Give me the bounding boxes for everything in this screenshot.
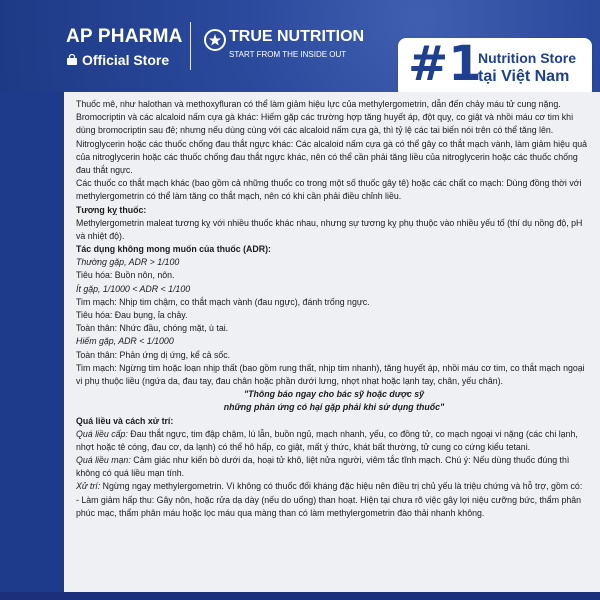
uncommon-item: Tim mạch: Nhịp tim chậm, co thắt mạch vành (đau ngực), đánh trống ngực. — [76, 296, 370, 307]
uncommon-item: Toàn thân: Nhức đầu, chóng mặt, ù tai. — [76, 323, 229, 334]
rare-label: Hiếm gặp, ADR < 1/1000 — [76, 336, 174, 347]
acute-text: Đau thắt ngực, tim đập chậm, lú lẫn, buồn ngủ, mạch nhanh, yếu, co đồng tử, co mạch ngoại vi nặng (các chi lạnh, nhợt hoặc tê cóng, đau cơ, da lạnh) có thể hô hấp, co giật, mất ý thức, khát bất thường, tử cung co cứng kiểu tetani. — [76, 428, 578, 452]
brand-title: AP PHARMA — [66, 26, 183, 47]
shopping-bag-icon — [66, 54, 78, 66]
treatment — [76, 480, 592, 493]
doc-line-bromocriptin: Bromocriptin và các alcaloid nấm cựa gà khác: Hiếm gặp các trường hợp tăng huyết áp, đột quỵ, co giật và nhồi máu cơ tim khi dùng bromocriptin sau đẻ; nhưng nếu dùng cùng với các alcaloid nấm cựa gà, thì tỷ lệ các tai biến nói trên có thể tăng lên. — [76, 112, 574, 136]
badge-line2: tại Việt Nam — [478, 68, 570, 85]
tn-star-icon — [203, 28, 227, 52]
interact-text: Methylergometrin maleat tương kỵ với nhiều thuốc khác nhau, nhưng sự tương kỵ phụ thuộc vào nhiều yếu tố (thí dụ nồng độ, pH và nhiệt độ). — [76, 217, 583, 241]
acute-overdose — [76, 428, 592, 454]
uncommon-item: Tiêu hóa: Đau bụng, ỉa chảy. — [76, 310, 188, 320]
common-item: Tiêu hóa: Buồn nôn, nôn. — [76, 270, 175, 281]
true-nutrition-logo[interactable] — [203, 28, 365, 70]
treatment-item: - Làm giảm hấp thu: Gây nôn, hoặc rửa dạ dày (nếu do uống) than hoạt. Hiện tại chưa rõ việc gây lợi niệu cưỡng bức, thẩm phân phúc mạc, thẩm phân máu hoặc lọc máu qua màng than có làm methylergometrin đào thải nhanh không. — [76, 494, 582, 518]
header-divider — [190, 22, 191, 70]
badge-number: #1 — [408, 36, 482, 92]
rare-item: Toàn thân: Phản ứng dị ứng, kể cả sốc. — [76, 349, 231, 360]
chronic-text: Cảm giác như kiến bò dưới da, hoại tử khô, liệt nửa người, viêm tắc tĩnh mạch. Chú ý: Nếu dùng thuốc đúng thì không có quá liều mạn tính. — [76, 455, 570, 479]
doc-line-anesthetics: Thuốc mê, như halothan và methoxyfluran có thể làm giảm hiệu lực của methylergometrin, dẫn đến chảy máu tử cung nặng. — [76, 99, 561, 109]
uncommon-label: Ít gặp, 1/1000 < ADR < 1/100 — [76, 283, 191, 294]
doc-line-nitroglycerin: Nitroglycerin hoặc các thuốc chống đau thắt ngực khác: Các alcaloid nấm cựa gà có thể gây co thắt mạch vành, làm giảm hiệu quả của nitroglycerin hoặc các thuốc chống đau thắt ngực khác, nên có thể cần phải tăng liều của nitroglycerin hoặc các thuốc chống đau thắt ngực. — [76, 138, 588, 175]
tn-title: TRUE NUTRITION — [229, 28, 365, 45]
adr-heading: Tác dụng không mong muốn của thuốc (ADR): — [76, 244, 271, 255]
rank-badge — [398, 38, 592, 98]
brand-subtitle: Official Store — [82, 52, 170, 68]
acute-label: Quá liều cấp: — [76, 428, 128, 439]
official-store-row — [66, 52, 183, 68]
bottom-strip — [0, 592, 600, 600]
interact-heading: Tương kỵ thuốc: — [76, 204, 147, 215]
doc-line-vasoconstrictors: Các thuốc co thắt mạch khác (bao gồm cả những thuốc co trong một số thuốc gây tê) hoặc các chất co mạch: Dùng đồng thời với methylergometrin có thể làm tăng co thắt mạch, nên có khi cần phải điều chỉnh liều. — [76, 178, 582, 202]
store-header — [0, 0, 600, 92]
overdose-heading: Quá liều và cách xử trí: — [76, 415, 174, 426]
notice-line-1: "Thông báo ngay cho bác sỹ hoặc dược sỹ — [243, 389, 425, 400]
chronic-overdose — [76, 454, 592, 480]
common-label: Thường gặp, ADR > 1/100 — [76, 257, 180, 268]
tn-tagline: START FROM THE INSIDE OUT — [229, 50, 347, 59]
rare-item: Tim mạch: Ngừng tim hoặc loạn nhịp thất (bao gồm rung thất, nhịp tim nhanh), tăng huyết áp, nhồi máu cơ tim, co thắt mạch ngoại vi phụ thuộc liều (ngứa da, đau tay, đau chân hoặc phần dưới lưng, nhợt nhạt hoặc lạnh tay, chân, yếu chân). — [76, 362, 585, 386]
chronic-label: Quá liều mạn: — [76, 455, 131, 466]
document-text — [76, 98, 592, 520]
notice-line-2: những phản ứng có hại gặp phải khi sử dụng thuốc" — [223, 402, 445, 413]
badge-line1: Nutrition Store — [478, 50, 576, 66]
treatment-label: Xử trí: — [76, 481, 101, 492]
package-insert-document — [64, 92, 600, 600]
treatment-text: Ngừng ngay methylergometrin. Vì không có thuốc đối kháng đặc hiệu nên điều trị chủ yếu là triệu chứng và hỗ trợ, gồm có: — [102, 481, 583, 492]
ap-pharma-brand[interactable] — [66, 26, 183, 68]
